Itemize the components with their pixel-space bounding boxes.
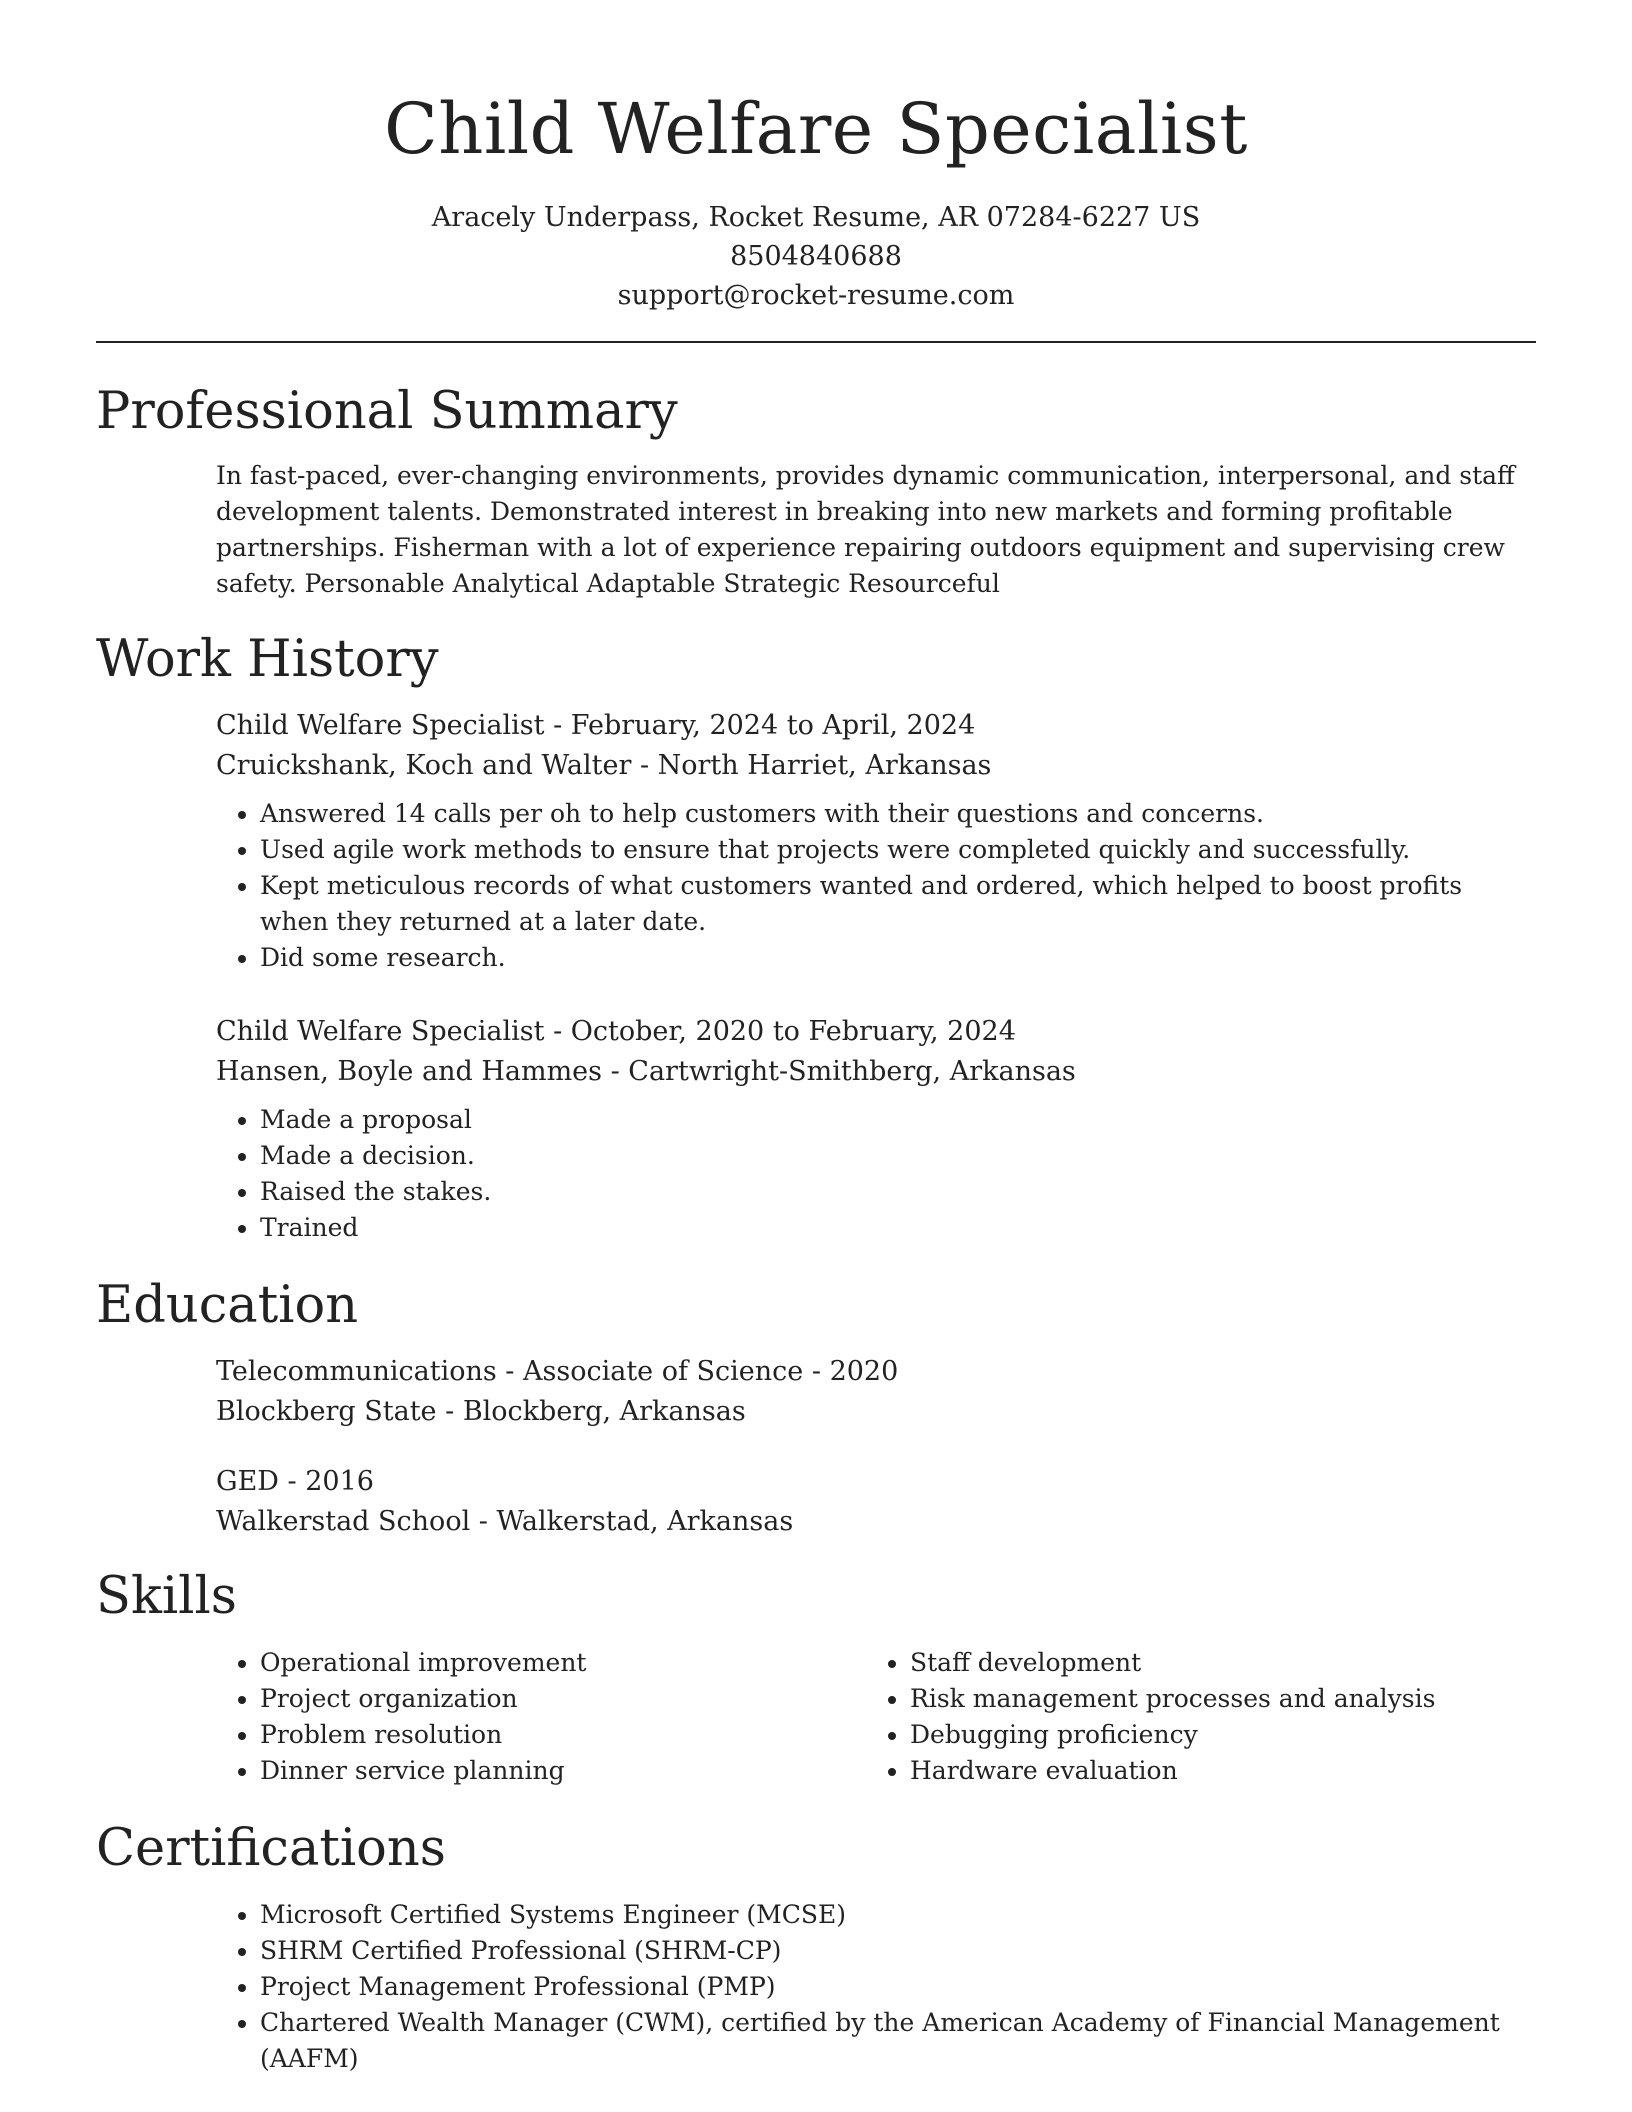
section-title-education: Education [96,1276,359,1335]
list-item: • Made a decision. [260,1138,1516,1174]
certifications-block [216,1897,1596,2077]
education-school-line [216,1392,1516,1432]
job-role: Child Welfare Specialist [216,710,545,741]
education-school: Blockberg State [216,1396,437,1427]
list-item: • Trained [260,1210,1516,1246]
job-dates: - October, 2020 to February, 2024 [544,1016,1016,1047]
list-item: • Did some research. [260,940,1516,976]
job-bullets [216,1102,1516,1246]
job-bullets [216,796,1516,976]
summary-block [216,458,1516,602]
education-entry [216,1462,1516,1542]
section-title-summary: Professional Summary [96,382,678,441]
job-location: - Cartwright-Smithberg, Arkansas [602,1056,1076,1087]
list-item: • Microsoft Certified Systems Engineer (MCSE) [260,1897,1596,1933]
job-title-line [216,1012,1516,1052]
contact-email: support@rocket-resume.com [617,280,1015,311]
education-school: Walkerstad School [216,1506,471,1537]
list-item: • Debugging proficiency [910,1717,1506,1753]
section-title-certifications: Certifications [96,1819,446,1878]
education-school-line [216,1502,1516,1542]
job-company-line [216,1052,1516,1092]
job-title-line [216,706,1516,746]
list-item: • Operational improvement [260,1645,856,1681]
list-item: • Kept meticulous records of what customers wanted and ordered, which helped to boost profits when they returned at a later date. [260,868,1516,940]
list-item: • Project Management Professional (PMP) [260,1969,1596,2005]
education-year: - 2016 [278,1466,374,1497]
list-item: • Made a proposal [260,1102,1516,1138]
job-entry [216,1012,1516,1246]
list-item: • Risk management processes and analysis [910,1681,1506,1717]
job-dates: - February, 2024 to April, 2024 [544,710,976,741]
list-item: • Raised the stakes. [260,1174,1516,1210]
list-item: • Project organization [260,1681,856,1717]
job-company: Hansen, Boyle and Hammes [216,1056,603,1087]
skills-list-left [216,1645,856,1789]
list-item: • Hardware evaluation [910,1753,1506,1789]
list-item: • Used agile work methods to ensure that projects were completed quickly and successfully. [260,832,1516,868]
education-degree-line [216,1462,1516,1502]
education-location: - Blockberg, Arkansas [436,1396,746,1427]
skills-column-right [866,1645,1506,1789]
summary-text: In fast-paced, ever-changing environments, provides dynamic communication, interpersonal, and staff development talents. Demonstrated interest in breaking into new markets and forming profitable partnerships. Fisherman with a lot of experience repairing outdoors equipment and supervising crew safety. Personable Analytical Adaptable Strategic Resourceful [216,461,1515,598]
contact-info [0,198,1632,315]
list-item: • Answered 14 calls per oh to help customers with their questions and concerns. [260,796,1516,832]
skills-list-right [866,1645,1506,1789]
job-role: Child Welfare Specialist [216,1016,545,1047]
header-divider [96,341,1536,343]
education-degree: GED [216,1466,279,1497]
certifications-list [216,1897,1596,2077]
list-item: • Chartered Wealth Manager (CWM), certified by the American Academy of Financial Management (AAFM) [260,2005,1596,2077]
job-company-line [216,746,1516,786]
section-title-skills: Skills [96,1567,237,1626]
section-title-work: Work History [96,630,439,689]
list-item: • Problem resolution [260,1717,856,1753]
contact-phone: 8504840688 [730,241,902,272]
list-item: • Dinner service planning [260,1753,856,1789]
job-entry [216,706,1516,976]
job-company: Cruickshank, Koch and Walter [216,750,632,781]
education-location: - Walkerstad, Arkansas [470,1506,794,1537]
education-entry [216,1352,1516,1432]
resume-name: Child Welfare Specialist [384,88,1248,170]
list-item: • SHRM Certified Professional (SHRM-CP) [260,1933,1596,1969]
resume-header [0,84,1632,315]
list-item: • Staff development [910,1645,1506,1681]
education-year: - 2020 [803,1356,899,1387]
education-degree-line [216,1352,1516,1392]
education-degree: Telecommunications - Associate of Science [216,1356,804,1387]
contact-address: Aracely Underpass, Rocket Resume, AR 07284-6227 US [431,202,1201,233]
job-location: - North Harriet, Arkansas [631,750,992,781]
skills-column-left [216,1645,856,1789]
